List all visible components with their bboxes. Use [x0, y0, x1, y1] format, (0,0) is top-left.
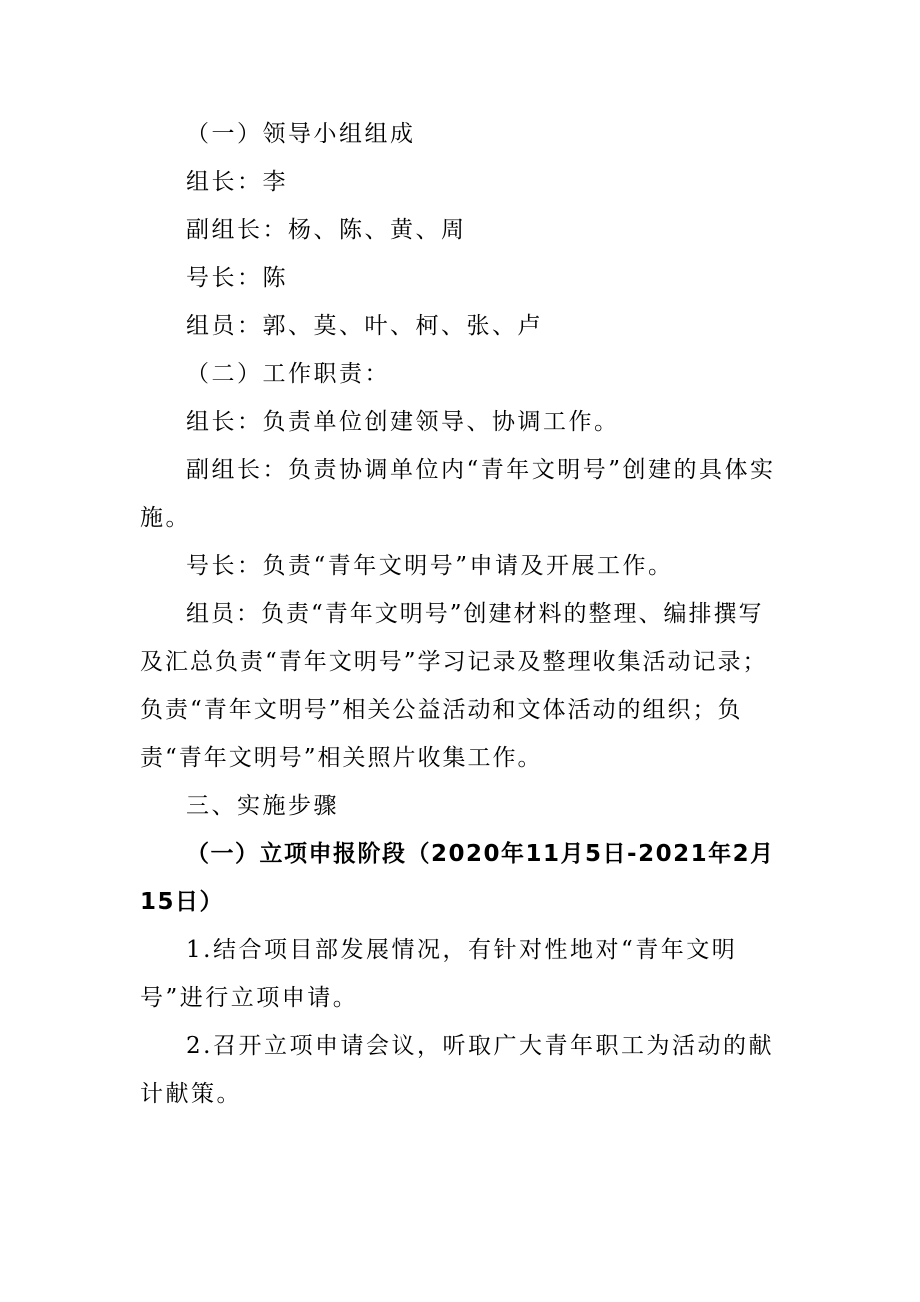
paragraph-members-duty: 组员：负责“青年文明号”创建材料的整理、编排撰写及汇总负责“青年文明号”学习记录及整理收集活动记录；负责“青年文明号”相关公益活动和文体活动的组织；负责“青年文明号”相关照片收集工作。	[140, 601, 768, 771]
paragraph-chief-duty: 号长：负责“青年文明号”申请及开展工作。	[186, 553, 674, 579]
section-heading-application-stage: （一）立项申报阶段（2020年11月5日-2021年2月15日）	[140, 841, 775, 915]
section-heading-responsibilities: （二）工作职责：	[186, 361, 390, 387]
section-heading-implementation-steps: 三、实施步骤	[186, 793, 339, 819]
section-heading-leadership-group: （一）领导小组组成	[186, 121, 416, 147]
paragraph-step-2: 2.召开立项申请会议，听取广大青年职工为活动的献计献策。	[140, 1033, 774, 1107]
paragraph-leader-duty: 组长：负责单位创建领导、协调工作。	[186, 409, 620, 435]
paragraph-deputy-leaders: 副组长：杨、陈、黄、周	[186, 217, 467, 243]
paragraph-step-1: 1.结合项目部发展情况，有针对性地对“青年文明号”进行立项申请。	[140, 937, 738, 1011]
paragraph-deputy-duty: 副组长：负责协调单位内“青年文明号”创建的具体实施。	[140, 457, 776, 531]
paragraph-team-chief: 号长：陈	[186, 265, 288, 291]
paragraph-group-leader: 组长：李	[186, 169, 288, 195]
document-body	[140, 110, 780, 1118]
paragraph-members: 组员：郭、莫、叶、柯、张、卢	[186, 313, 543, 339]
